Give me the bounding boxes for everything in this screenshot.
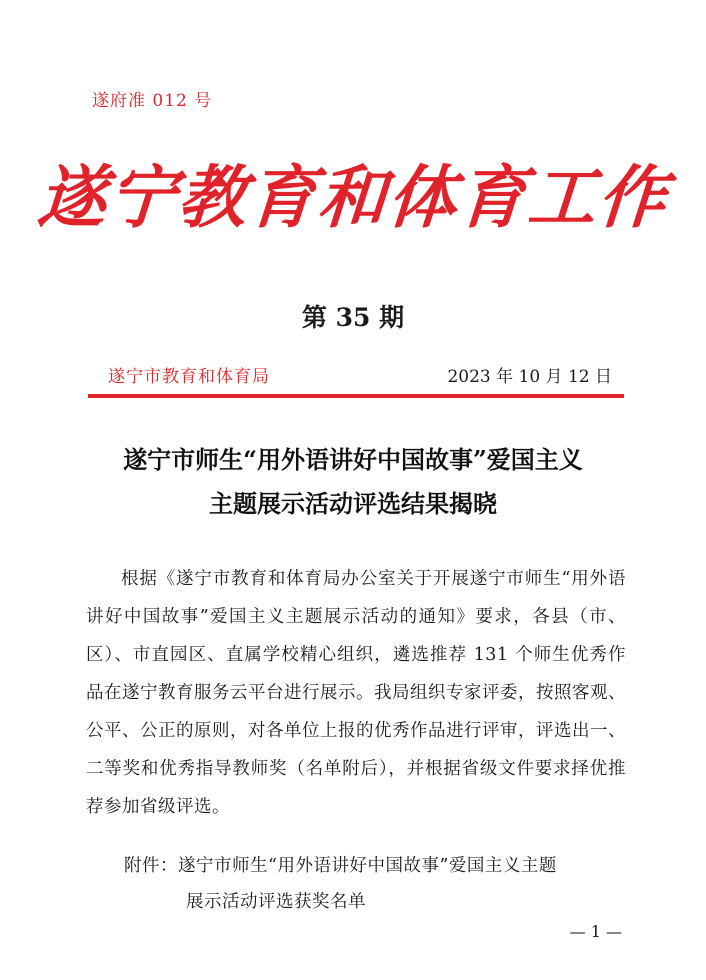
attachment-note xyxy=(124,848,624,920)
body-paragraph: 根据《遂宁市教育和体育局办公室关于开展遂宁市师生“用外语讲好中国故事”爱国主义主题展示活动的通知》要求，各县（市、区）、市直园区、直属学校精心组织，遴选推荐 131 个师生优秀作品在遂宁教育服务云平台进行展示。我局组织专家评委，按照客观、公平、公正的原则，对各单位上报的优秀作品进行评审，评选出一、二等奖和优秀指导教师奖（名单附后），并根据省级文件要求择优推荐参加省级评选。 xyxy=(86,569,626,817)
page-number: — 1 — xyxy=(569,922,622,941)
attachment-line2: 展示活动评选获奖名单 xyxy=(186,892,366,912)
article-body xyxy=(86,560,626,826)
masthead-title: 遂宁教育和体育工作 xyxy=(35,158,671,238)
article-title xyxy=(60,438,646,526)
publisher: 遂宁市教育和体育局 xyxy=(108,367,270,387)
attachment-label: 附件： xyxy=(124,856,178,876)
publication-date: 2023 年 10 月 12 日 xyxy=(447,367,612,387)
attachment-line1: 遂宁市师生“用外语讲好中国故事”爱国主义主题 xyxy=(178,856,557,876)
article-title-line2: 主题展示活动评选结果揭晓 xyxy=(209,489,497,518)
document-number: 遂府准 012 号 xyxy=(92,91,213,111)
header-divider xyxy=(88,394,624,398)
issue-number: 第 35 期 xyxy=(301,303,405,332)
article-title-line1: 遂宁市师生“用外语讲好中国故事”爱国主义 xyxy=(123,445,583,474)
